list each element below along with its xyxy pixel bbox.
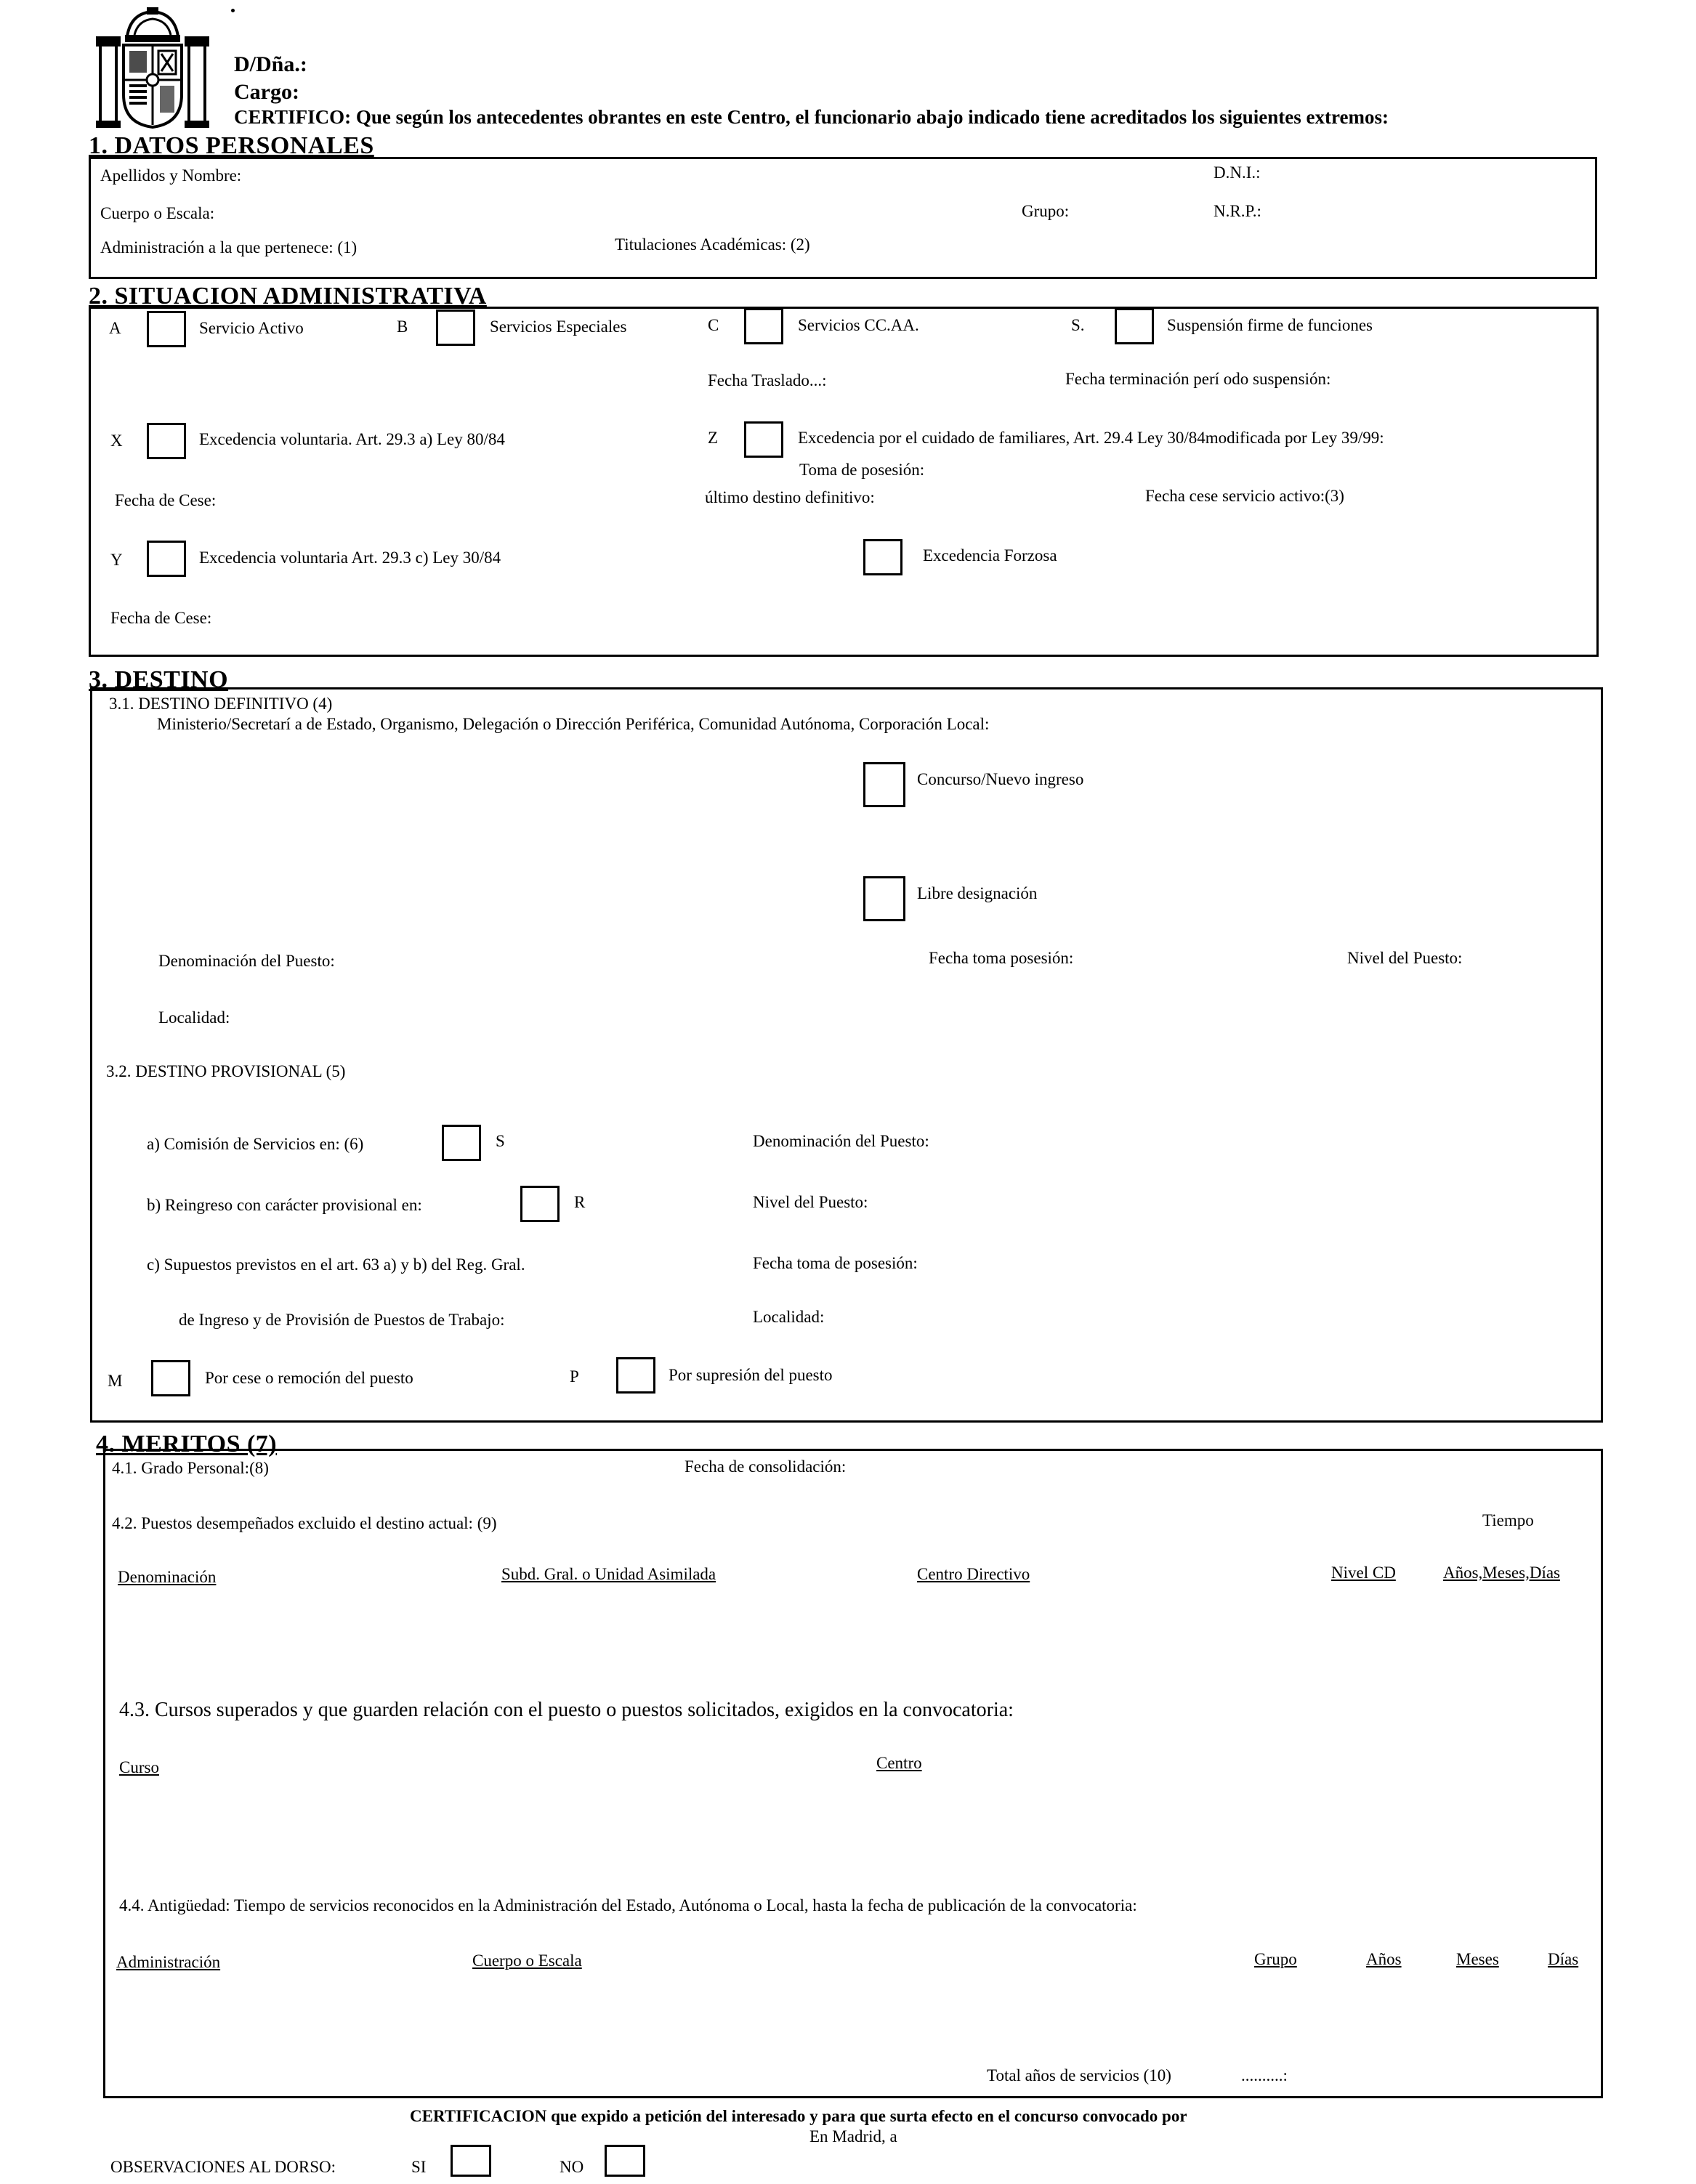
supuestos-label: c) Supuestos previstos en el art. 63 a) y b) del Reg. Gral. (147, 1255, 525, 1274)
fecha-consolidacion-label: Fecha de consolidación: (685, 1457, 847, 1476)
cese-remocion-label: Por cese o remoción del puesto (205, 1369, 413, 1387)
excedencia-voluntaria-a-label: Excedencia voluntaria. Art. 29.3 a) Ley 80/84 (199, 430, 505, 448)
col-subdireccion: Subd. Gral. o Unidad Asimilada (501, 1565, 716, 1583)
situacion-box (89, 307, 1599, 657)
certifico-text: CERTIFICO: Que según los antecedentes obrantes en este Centro, el funcionario abajo indicado tiene acreditados los siguientes extremos: (234, 106, 1389, 128)
letter-b: B (397, 318, 408, 336)
fecha-toma-posesion-2-label: Fecha toma de posesión: (753, 1254, 918, 1272)
excedencia-familiares-label: Excedencia por el cuidado de familiares, Art. 29.4 Ley 30/84modificada por Ley 39/99: (798, 429, 1384, 447)
coat-of-arms-emblem (94, 7, 211, 131)
checkbox-observaciones-no[interactable] (605, 2145, 645, 2177)
cursos-label: 4.3. Cursos superados y que guarden relación con el puesto o puestos solicitados, exigidos en la convocatoria: (119, 1699, 1014, 1721)
ministerio-label: Ministerio/Secretarí a de Estado, Organismo, Delegación o Dirección Periférica, Comunidad Autónoma, Corporación Local: (157, 715, 990, 733)
name-label: D/Dña.: (234, 52, 307, 76)
col-cuerpo-escala: Cuerpo o Escala (472, 1952, 582, 1970)
checkbox-servicios-ccaa[interactable] (744, 308, 783, 344)
libre-designacion-label: Libre designación (917, 884, 1038, 902)
total-anos-dots: ..........: (1241, 2066, 1288, 2084)
datos-personales-box (89, 157, 1597, 279)
nrp-label: N.R.P.: (1214, 202, 1261, 220)
destino-definitivo-label: 3.1. DESTINO DEFINITIVO (4) (109, 695, 333, 713)
checkbox-servicios-especiales[interactable] (436, 310, 475, 346)
comision-servicios-label: a) Comisión de Servicios en: (6) (147, 1135, 364, 1153)
col-nivel-cd: Nivel CD (1331, 1564, 1396, 1582)
observaciones-label: OBSERVACIONES AL DORSO: (110, 2158, 336, 2176)
dni-label: D.N.I.: (1214, 163, 1261, 182)
letter-s: S. (1071, 316, 1085, 334)
administracion-label: Administración a la que pertenece: (1) (100, 238, 358, 256)
grupo-label: Grupo: (1022, 202, 1070, 220)
checkbox-excedencia-voluntaria-a[interactable] (147, 423, 186, 459)
servicios-ccaa-label: Servicios CC.AA. (798, 316, 919, 334)
checkbox-excedencia-forzosa[interactable] (863, 539, 902, 575)
fecha-cese-1-label: Fecha de Cese: (115, 491, 217, 509)
denominacion-puesto-label: Denominación del Puesto: (158, 952, 335, 970)
localidad-2-label: Localidad: (753, 1308, 825, 1326)
col-tiempo: Años,Meses,Días (1443, 1564, 1560, 1582)
titulaciones-label: Titulaciones Académicas: (2) (615, 235, 810, 254)
emblem-icon (94, 7, 211, 131)
letter-r: R (574, 1193, 586, 1211)
section-1-title: 1. DATOS PERSONALES (89, 132, 374, 159)
letter-x: X (110, 432, 123, 450)
denominacion-puesto-2-label: Denominación del Puesto: (753, 1132, 929, 1150)
checkbox-suspension[interactable] (1115, 308, 1154, 344)
meritos-box (103, 1449, 1603, 2098)
servicio-activo-label: Servicio Activo (199, 319, 304, 337)
nivel-puesto-label: Nivel del Puesto: (1347, 949, 1463, 967)
col-anos: Años (1366, 1950, 1402, 1968)
section-3-title: 3. DESTINO (89, 666, 229, 693)
checkbox-supresion[interactable] (616, 1357, 655, 1394)
fecha-traslado-label: Fecha Traslado...: (708, 371, 827, 389)
antiguedad-label: 4.4. Antigüedad: Tiempo de servicios reconocidos en la Administración del Estado, Autónoma o Local, hasta la fecha de publicación de la convocatoria: (119, 1896, 1137, 1914)
checkbox-libre-designacion[interactable] (863, 876, 905, 921)
no-label: NO (560, 2158, 584, 2176)
en-madrid-label: En Madrid, a (809, 2127, 897, 2145)
puestos-desempenados-label: 4.2. Puestos desempeñados excluido el destino actual: (9) (112, 1514, 497, 1532)
letter-c: C (708, 316, 719, 334)
supuestos-label-2: de Ingreso y de Provisión de Puestos de Trabajo: (179, 1311, 505, 1329)
col-centro-directivo: Centro Directivo (917, 1565, 1030, 1583)
fecha-cese-servicio-label: Fecha cese servicio activo:(3) (1145, 487, 1344, 505)
excedencia-forzosa-label: Excedencia Forzosa (923, 546, 1057, 565)
section-4-title: 4. MERITOS (7) (96, 1431, 278, 1457)
fecha-terminacion-label: Fecha terminación perí odo suspensión: (1065, 370, 1331, 388)
letter-m: M (108, 1372, 123, 1390)
col-centro: Centro (876, 1754, 922, 1772)
tiempo-label: Tiempo (1482, 1511, 1534, 1529)
letter-a: A (109, 319, 121, 337)
col-grupo: Grupo (1254, 1950, 1297, 1968)
excedencia-voluntaria-c-label: Excedencia voluntaria Art. 29.3 c) Ley 30/84 (199, 549, 501, 567)
concurso-label: Concurso/Nuevo ingreso (917, 770, 1084, 788)
total-anos-label: Total años de servicios (10) (987, 2066, 1171, 2084)
letter-y: Y (110, 551, 123, 569)
reingreso-label: b) Reingreso con carácter provisional en: (147, 1196, 422, 1214)
apellidos-label: Apellidos y Nombre: (100, 166, 242, 185)
checkbox-concurso[interactable] (863, 762, 905, 807)
cargo-label: Cargo: (234, 80, 299, 104)
toma-posesion-label: Toma de posesión: (799, 461, 925, 479)
checkbox-excedencia-familiares[interactable] (744, 421, 783, 458)
header-dot (231, 9, 235, 12)
supresion-label: Por supresión del puesto (669, 1366, 833, 1384)
cuerpo-label: Cuerpo o Escala: (100, 204, 215, 222)
letter-z: Z (708, 429, 719, 447)
checkbox-observaciones-si[interactable] (451, 2145, 491, 2177)
destino-provisional-label: 3.2. DESTINO PROVISIONAL (5) (106, 1062, 346, 1080)
col-administracion: Administración (116, 1953, 221, 1971)
checkbox-cese-remocion[interactable] (151, 1360, 190, 1396)
checkbox-servicio-activo[interactable] (147, 311, 186, 347)
localidad-label: Localidad: (158, 1008, 230, 1027)
col-denominacion: Denominación (118, 1568, 217, 1586)
fecha-toma-posesion-label: Fecha toma posesión: (929, 949, 1074, 967)
suspension-label: Suspensión firme de funciones (1167, 316, 1373, 334)
col-meses: Meses (1456, 1950, 1499, 1968)
section-2-title: 2. SITUACION ADMINISTRATIVA (89, 283, 487, 310)
certificacion-text: CERTIFICACION que expido a petición del interesado y para que surta efecto en el concurso convocado por (410, 2107, 1187, 2125)
checkbox-reingreso[interactable] (520, 1186, 560, 1222)
si-label: SI (411, 2158, 427, 2176)
col-dias: Días (1548, 1950, 1579, 1968)
fecha-cese-2-label: Fecha de Cese: (110, 609, 212, 627)
checkbox-excedencia-voluntaria-c[interactable] (147, 541, 186, 577)
nivel-puesto-2-label: Nivel del Puesto: (753, 1193, 868, 1211)
servicios-especiales-label: Servicios Especiales (490, 318, 627, 336)
col-curso: Curso (119, 1758, 159, 1776)
letter-p: P (570, 1367, 579, 1386)
grado-personal-label: 4.1. Grado Personal:(8) (112, 1459, 269, 1477)
ultimo-destino-label: último destino definitivo: (705, 488, 875, 506)
letter-s-provisional: S (496, 1132, 505, 1150)
checkbox-comision-servicios[interactable] (442, 1125, 481, 1161)
